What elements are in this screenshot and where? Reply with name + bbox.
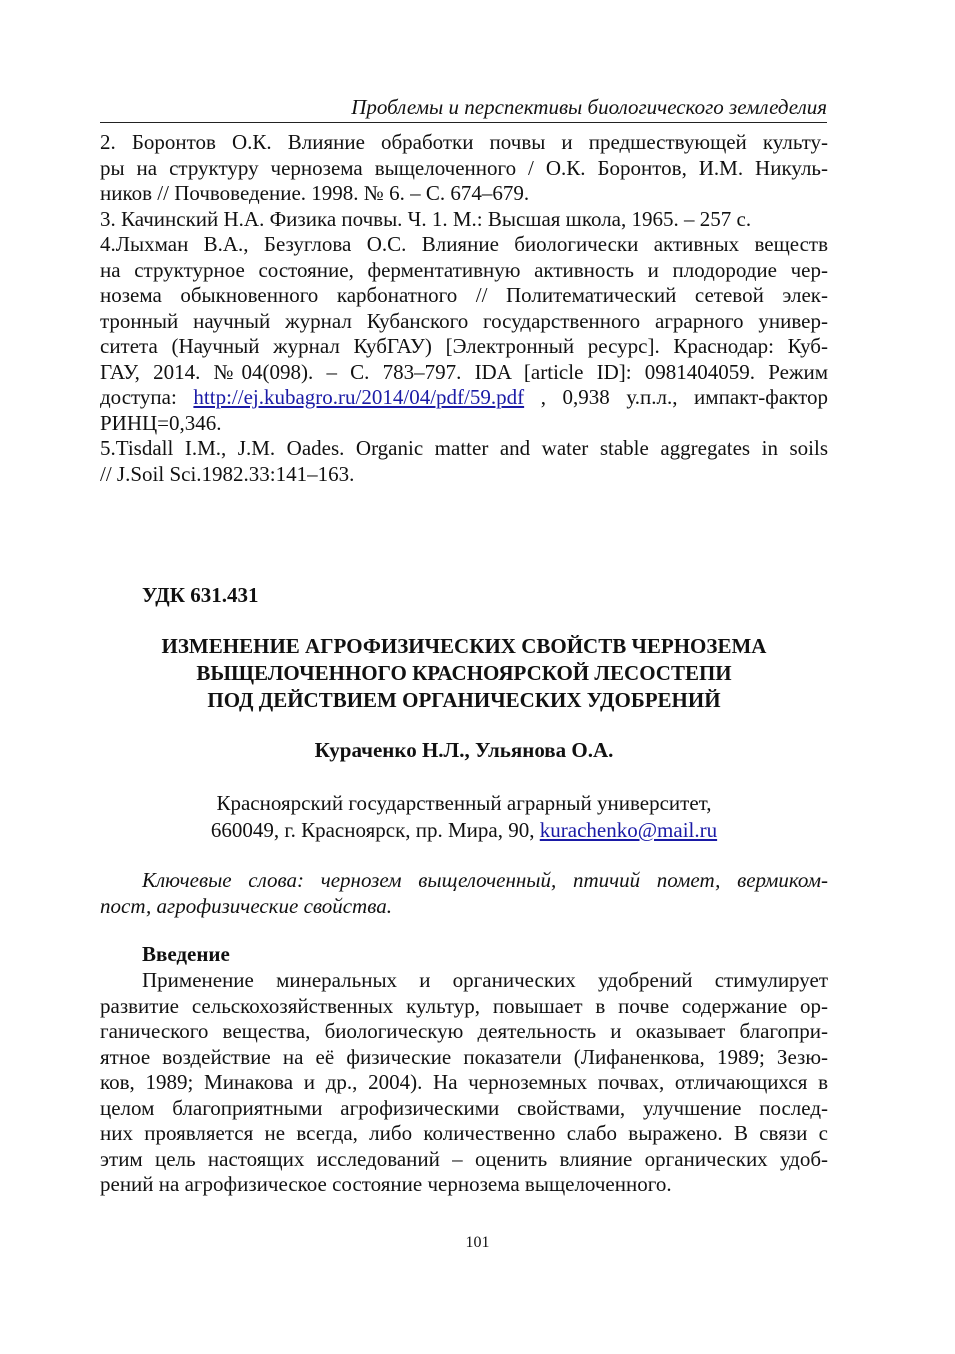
reference-list [100, 130, 828, 487]
ref-4-line-1: 4.Лыхман В.А., Безуглова О.С. Влияние биологически активных веществ [100, 232, 828, 256]
udk-code: УДК 631.431 [142, 583, 259, 607]
title-line-3: ПОД ДЕЙСТВИЕМ ОРГАНИЧЕСКИХ УДОБРЕНИЙ [207, 688, 721, 712]
running-header: Проблемы и перспективы биологического земледелия [100, 94, 827, 123]
ref-4-line-3: нозема обыкновенного карбонатного // Политематический сетевой элек- [100, 283, 828, 307]
intro-line-3: ганического вещества, биологическую деятельность и оказывает благопри- [100, 1019, 828, 1043]
affiliation-line-2 [100, 817, 828, 844]
title-line-2: ВЫЩЕЛОЧЕННОГО КРАСНОЯРСКОЙ ЛЕСОСТЕПИ [196, 661, 732, 685]
affiliation-address: 660049, г. Красноярск, пр. Мира, 90, [210, 818, 540, 842]
ref-4-access-prefix: доступа: [100, 385, 194, 409]
ref-4-line-4: тронный научный журнал Кубанского государственного аграрного универ- [100, 308, 828, 333]
intro-line-7: них проявляется не всегда, либо количественно слабо выражено. В связи с [100, 1121, 828, 1145]
intro-line-9: рений на агрофизическое состояние чернозема выщелоченного. [100, 1172, 672, 1196]
ref-4-line-5: ситета (Научный журнал КубГАУ) [Электронный ресурс]. Краснодар: Куб- [100, 334, 828, 358]
keywords [100, 868, 828, 919]
keywords-line-1: Ключевые слова: чернозем выщелоченный, птичий помет, вермиком- [142, 868, 828, 892]
ref-5-line-2: // J.Soil Sci.1982.33:141–163. [100, 461, 355, 486]
ref-2-line-1: 2. Боронтов О.К. Влияние обработки почвы и предшествующей культу- [100, 130, 828, 154]
intro-paragraph [100, 968, 828, 1198]
intro-line-8: этим цель настоящих исследований – оценить влияние органических удоб- [100, 1146, 828, 1171]
intro-line-5: ков, 1989; Минакова и др., 2004). На черноземных почвах, отличающихся в [100, 1070, 828, 1094]
ref-2-line-2: ры на структуру чернозема выщелоченного / О.К. Боронтов, И.М. Никуль- [100, 155, 828, 180]
page-number: 101 [465, 1234, 490, 1251]
article-title [100, 633, 828, 714]
email-link[interactable]: kurachenko@mail.ru [539, 818, 718, 842]
authors: Кураченко Н.Л., Ульянова О.А. [314, 738, 614, 762]
ref-4-line-6: ГАУ, 2014. №04(098). – С. 783–797. IDA [article ID]: 0981404059. Режим [100, 359, 828, 384]
ref-4-access-suffix: , 0,938 у.п.л., импакт-фактор [524, 385, 828, 409]
ref-2-line-3: ников // Почвоведение. 1998. № 6. – С. 674–679. [100, 181, 530, 205]
ref-5-line-1: 5.Tisdall I.M., J.M. Oades. Organic matter and water stable aggregates in soils [100, 436, 828, 460]
ref-3: 3. Качинский Н.А. Физика почвы. Ч. 1. М.: Высшая школа, 1965. – 257 с. [100, 206, 752, 231]
keywords-line-2: пост, агрофизические свойства. [100, 893, 392, 918]
ref-4-line-7 [100, 385, 828, 411]
affiliation-line-1: Красноярский государственный аграрный университет, [216, 791, 712, 815]
intro-line-4: ятное воздействие на её физические показатели (Лифаненкова, 1989; Зезю- [100, 1044, 828, 1069]
affiliation [100, 790, 828, 844]
intro-line-2: развитие сельскохозяйственных культур, повышает в почве содержание ор- [100, 993, 828, 1018]
section-heading: Введение [142, 942, 230, 966]
ref-4-line-2: на структурное состояние, ферментативную активность и плодородие чер- [100, 257, 828, 282]
intro-line-1: Применение минеральных и органических удобрений стимулирует [142, 968, 828, 992]
ref-4-line-8: РИНЦ=0,346. [100, 410, 222, 435]
ref-4-link[interactable]: http://ej.kubagro.ru/2014/04/pdf/59.pdf [193, 385, 525, 409]
title-line-1: ИЗМЕНЕНИЕ АГРОФИЗИЧЕСКИХ СВОЙСТВ ЧЕРНОЗЕМА [161, 634, 767, 658]
intro-line-6: целом благоприятными агрофизическими свойствами, улучшение послед- [100, 1095, 828, 1120]
